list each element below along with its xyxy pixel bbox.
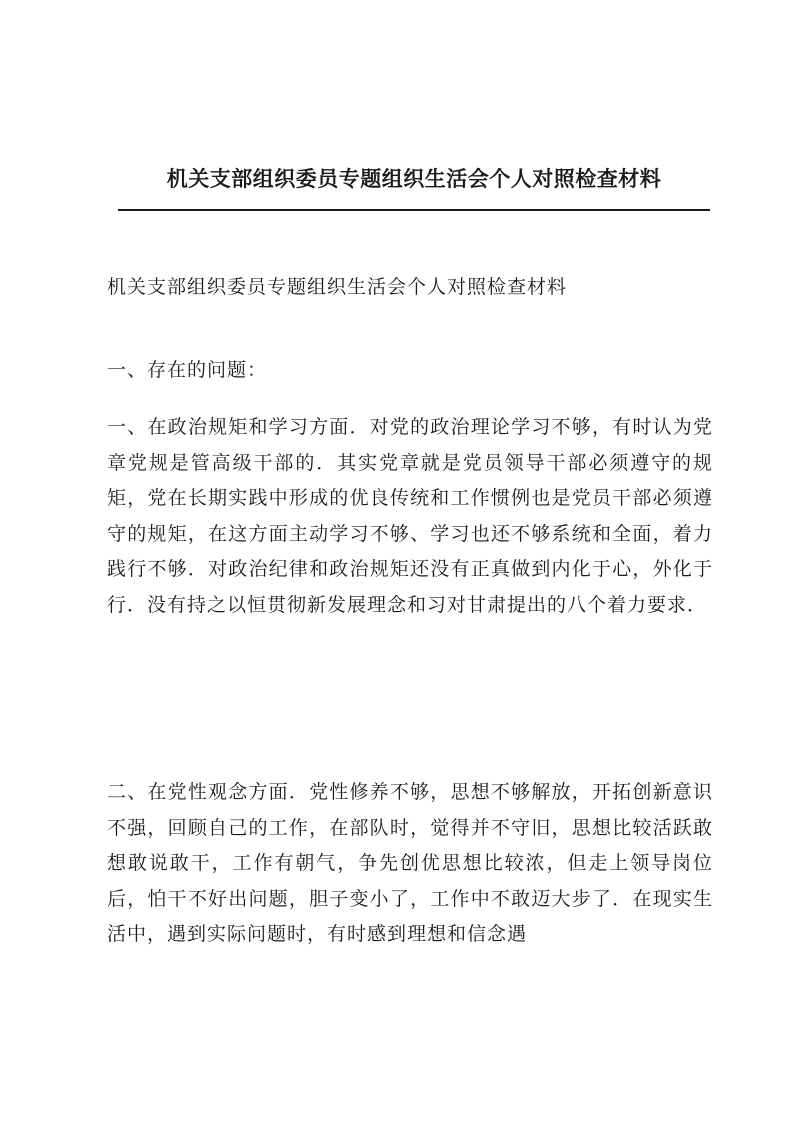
paragraph-party-spirit: 二、在党性观念方面．党性修养不够，思想不够解放，开拓创新意识不强，回顾自己的工作，在部队时，觉得并不守旧，思想比较活跃敢想敢说敢干，工作有朝气，争先创优思想比较浓，但走上领导岗位后，怕干不好出问题，胆子变小了，工作中不敢迈大步了．在现实生活中，遇到实际问题时，有时感到理想和信念遇 (107, 781, 713, 945)
section-heading: 一、存在的问题： (107, 359, 268, 381)
title-divider (118, 209, 710, 211)
document-subtitle: 机关支部组织委员专题组织生活会个人对照检查材料 (107, 276, 568, 298)
document-title: 机关支部组织委员专题组织生活会个人对照检查材料 (166, 166, 662, 191)
paragraph-political-rules: 一、在政治规矩和学习方面．对党的政治理论学习不够，有时认为党章党规是管高级干部的．其实党章就是党员领导干部必须遵守的规矩，党在长期实践中形成的优良传统和工作惯例也是党员干部必须遵守的规矩，在这方面主动学习不够、学习也还不够系统和全面，着力践行不够．对政治纪律和政治规矩还没有正真做到内化于心，外化于行．没有持之以恒贯彻新发展理念和习对甘肃提出的八个着力要求． (107, 416, 713, 616)
